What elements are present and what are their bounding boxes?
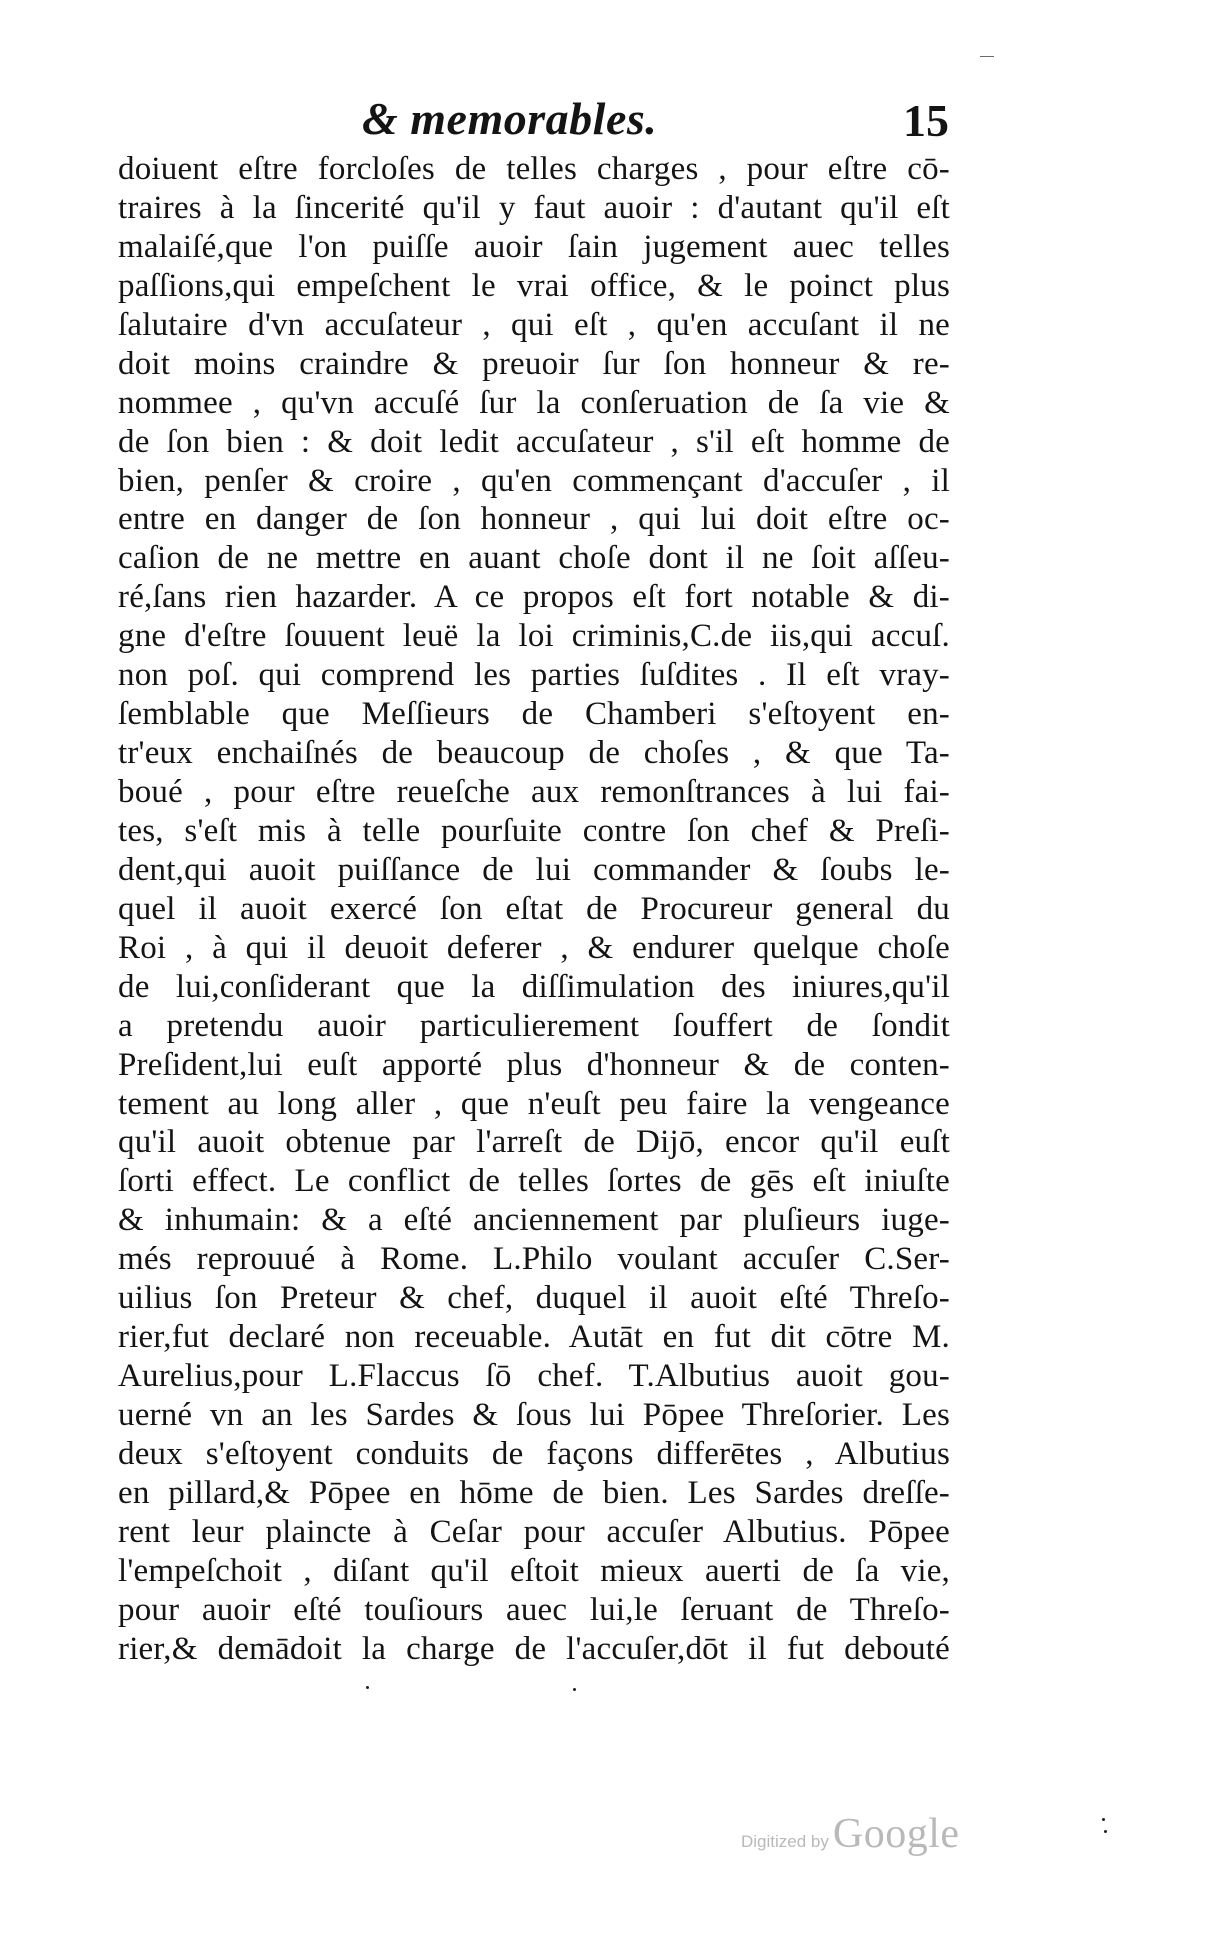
text-line: Aurelius,pour L.Flaccus ſō chef. T.Albutius auoit gou-	[118, 1358, 950, 1395]
text-line: tement au long aller , que n'euſt peu faire la vengeance	[118, 1085, 950, 1122]
print-speck	[366, 1686, 369, 1689]
text-line: & inhumain: & a eſté anciennement par pluſieurs iuge-	[118, 1202, 950, 1239]
running-title: & memorables.	[362, 93, 658, 144]
text-line: entre en danger de ſon honneur , qui lui doit eſtre oc-	[118, 501, 950, 538]
text-line: gne d'eſtre ſouuent leuë la loi criminis,C.de iis,qui accuſ.	[118, 618, 950, 655]
text-line: non poſ. qui comprend les parties ſuſdites . Il eſt vray-	[118, 657, 950, 694]
digitized-watermark	[741, 1810, 960, 1858]
text-line: deux s'eſtoyent conduits de façons differētes , Albutius	[118, 1435, 950, 1472]
text-line: de lui,conſiderant que la diſſimulation des iniures,qu'il	[118, 968, 950, 1005]
text-line: doit moins craindre & preuoir ſur ſon honneur & re-	[118, 345, 950, 382]
text-line: ſorti effect. Le conflict de telles ſortes de gēs eſt iniuſte	[118, 1163, 950, 1200]
text-line: qu'il auoit obtenue par l'arreſt de Dijō, encor qu'il euſt	[118, 1124, 950, 1161]
print-speck	[1102, 1818, 1105, 1821]
watermark-brand: Google	[832, 1811, 960, 1857]
text-line: nommee , qu'vn accuſé ſur la conſeruation de ſa vie &	[118, 384, 950, 421]
text-line: a pretendu auoir particulierement ſouffert de ſondit	[118, 1007, 950, 1044]
text-line: ſemblable que Meſſieurs de Chamberi s'eſtoyent en-	[118, 696, 950, 733]
text-line: malaiſé,que l'on puiſſe auoir ſain jugement auec telles	[118, 228, 950, 265]
text-line: tr'eux enchaiſnés de beaucoup de choſes , & que Ta-	[118, 735, 950, 772]
text-line: de ſon bien : & doit ledit accuſateur , s'il eſt homme de	[118, 423, 950, 460]
text-line: més reprouué à Rome. L.Philo voulant accuſer C.Ser-	[118, 1241, 950, 1278]
print-speck	[573, 1688, 576, 1691]
text-line: paſſions,qui empeſchent le vrai office, & le poinct plus	[118, 267, 950, 304]
text-line: bien, penſer & croire , qu'en commençant d'accuſer , il	[118, 462, 950, 499]
text-line: en pillard,& Pōpee en hōme de bien. Les Sardes dreſſe-	[118, 1474, 950, 1511]
text-line: tes, s'eſt mis à telle pourſuite contre ſon chef & Preſi-	[118, 812, 950, 849]
text-line: dent,qui auoit puiſſance de lui commander & ſoubs le-	[118, 851, 950, 888]
edge-mark	[980, 56, 994, 57]
text-line: caſion de ne mettre en auant choſe dont il ne ſoit aſſeu-	[118, 540, 950, 577]
text-line: rier,& demādoit la charge de l'accuſer,dōt il fut debouté	[118, 1630, 950, 1667]
text-line: uerné vn an les Sardes & ſous lui Pōpee Threſorier. Les	[118, 1397, 950, 1433]
text-line: traires à la ſincerité qu'il y faut auoir : d'autant qu'il eſt	[118, 189, 950, 226]
text-line: boué , pour eſtre reueſche aux remonſtrances à lui fai-	[118, 774, 950, 810]
body-text	[118, 150, 950, 1669]
text-line: ré,ſans rien hazarder. A ce propos eſt fort notable & di-	[118, 579, 950, 616]
text-line: ſalutaire d'vn accuſateur , qui eſt , qu'en accuſant il ne	[118, 306, 950, 343]
text-line: doiuent eſtre forcloſes de telles charges , pour eſtre cō-	[118, 151, 950, 187]
text-line: Roi , à qui il deuoit deferer , & endurer quelque choſe	[118, 929, 950, 966]
text-line: quel il auoit exercé ſon eſtat de Procureur general du	[118, 890, 950, 927]
watermark-prefix: Digitized by	[741, 1832, 829, 1851]
text-line: Preſident,lui euſt apporté plus d'honneur & de conten-	[118, 1046, 950, 1083]
text-line: rier,fut declaré non receuable. Autāt en fut dit cōtre M.	[118, 1319, 950, 1356]
page-number: 15	[903, 95, 949, 146]
text-line: pour auoir eſté touſiours auec lui,le ſeruant de Threſo-	[118, 1591, 950, 1628]
text-line: l'empeſchoit , diſant qu'il eſtoit mieux auerti de ſa vie,	[118, 1552, 950, 1589]
text-line: uilius ſon Preteur & chef, duquel il auoit eſté Threſo-	[118, 1280, 950, 1317]
text-line: rent leur plaincte à Ceſar pour accuſer Albutius. Pōpee	[118, 1513, 950, 1550]
print-speck	[1104, 1830, 1107, 1833]
